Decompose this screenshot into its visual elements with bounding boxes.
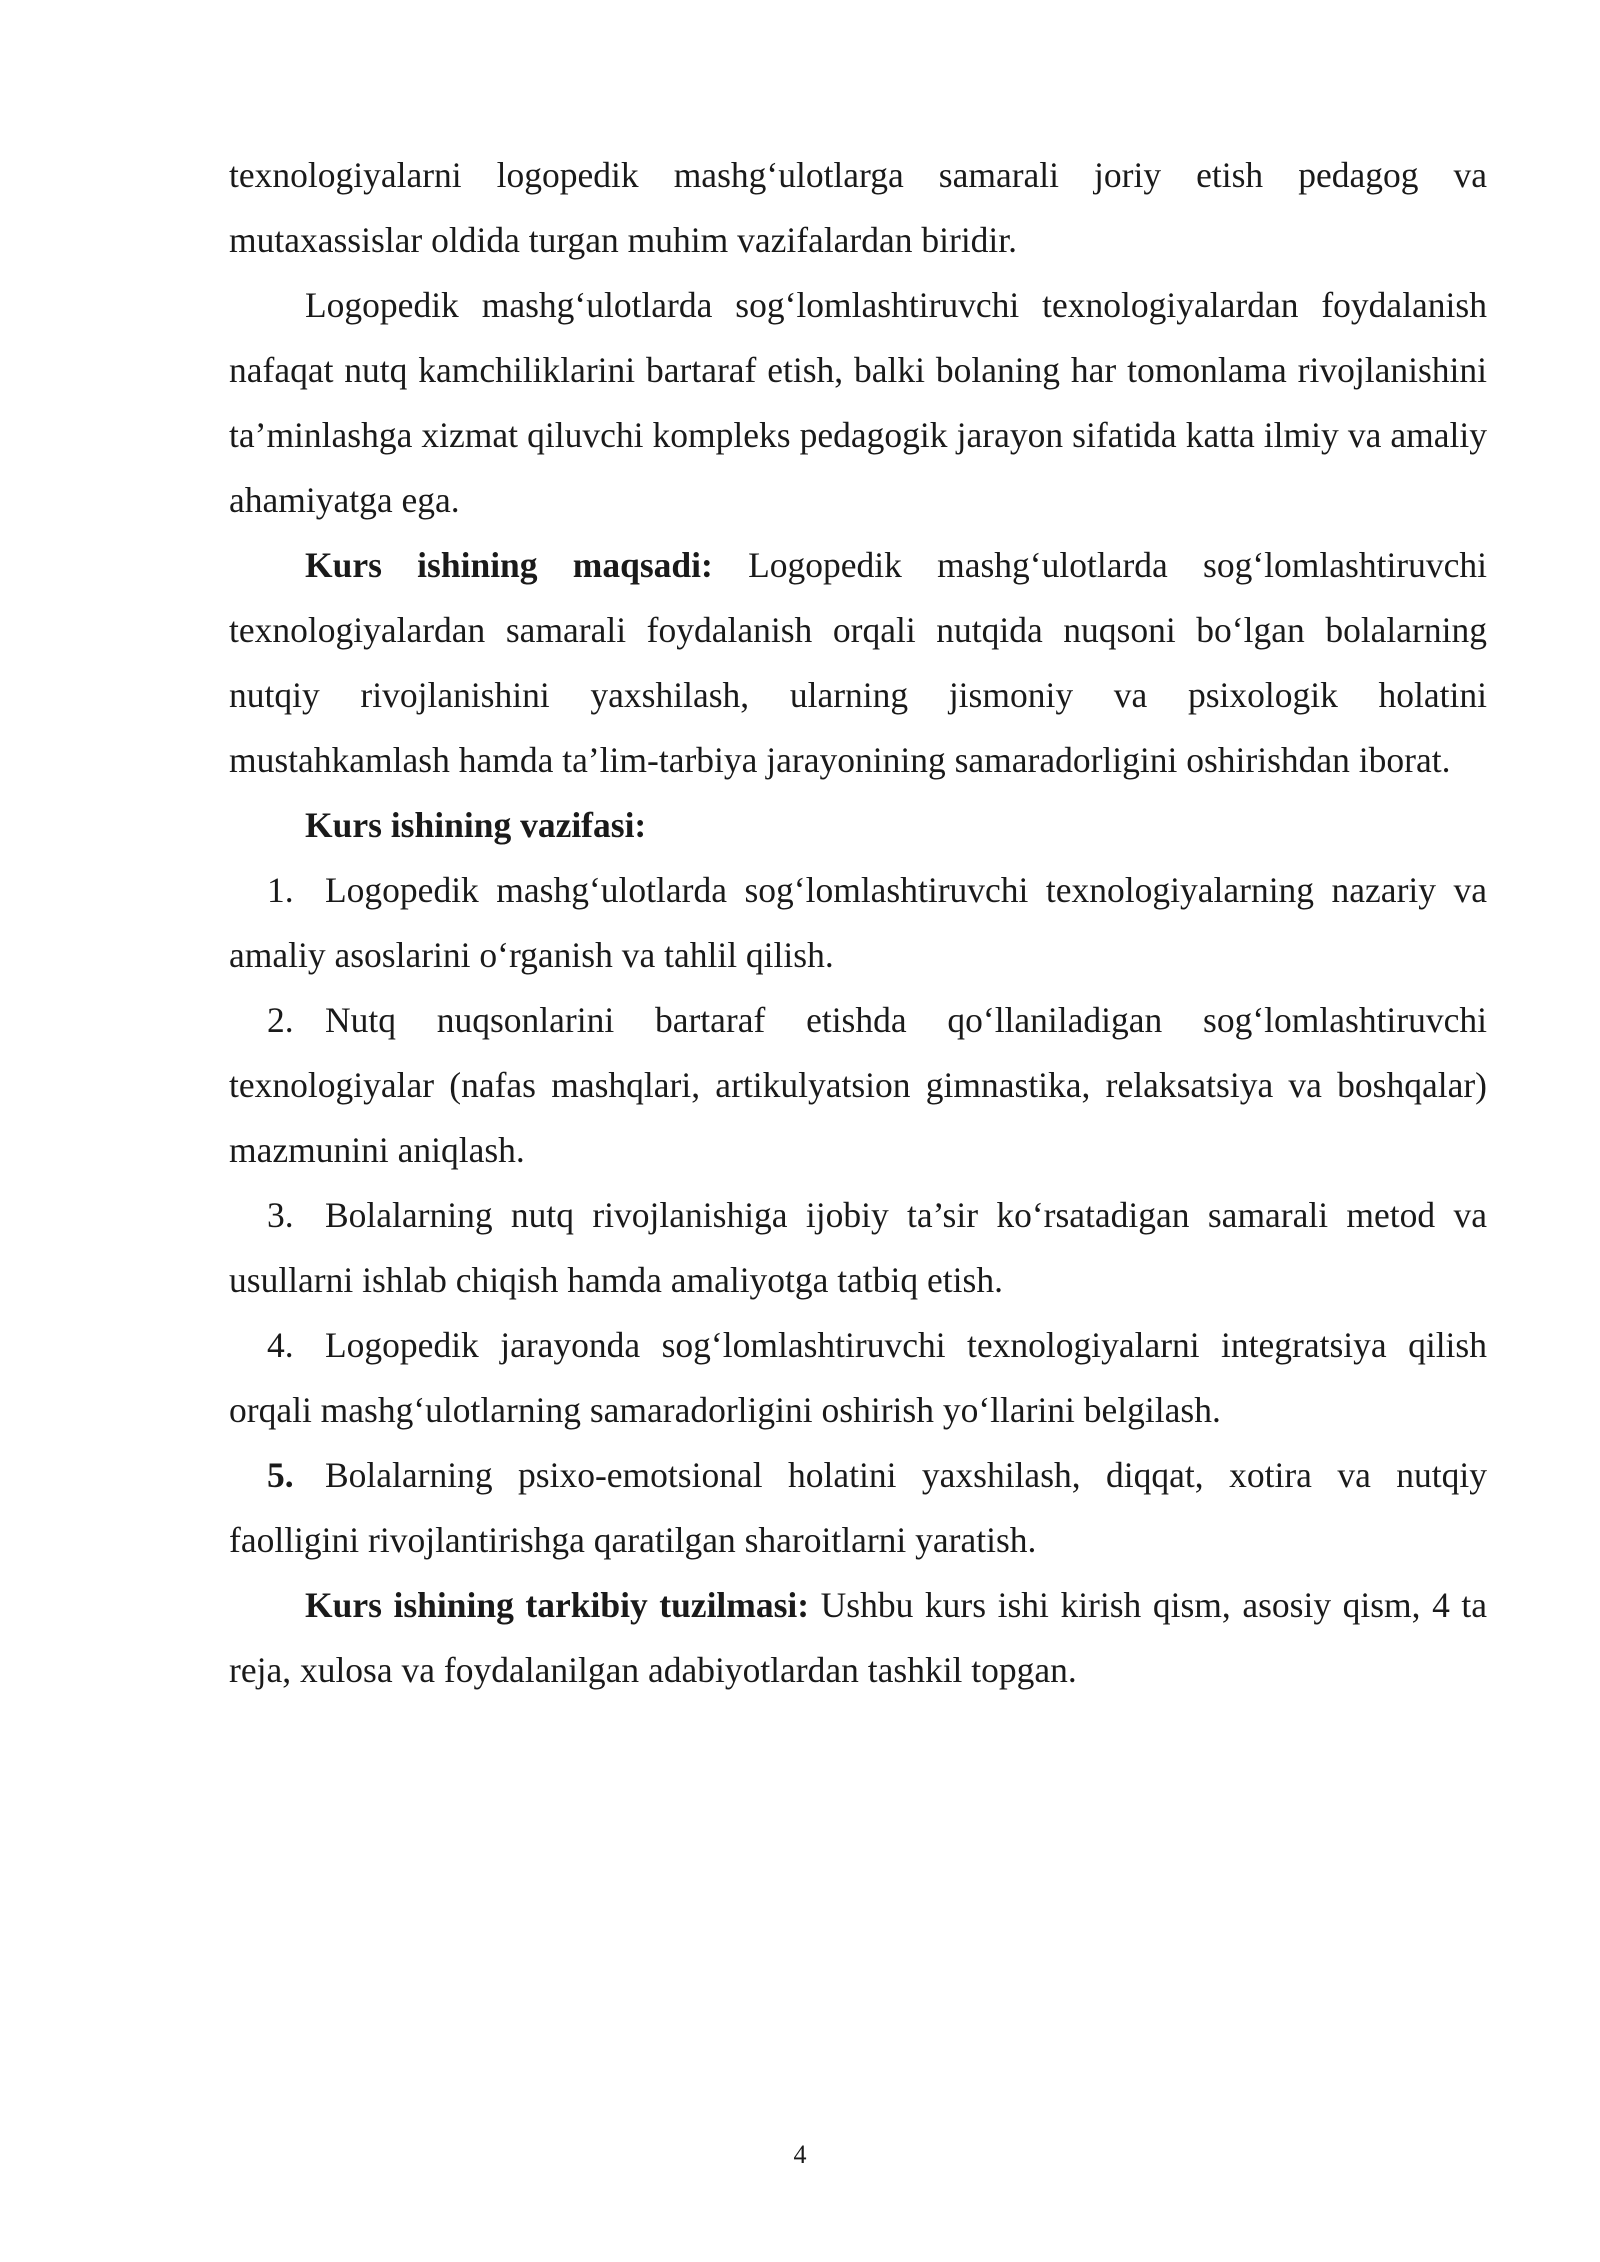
task-number: 4.	[267, 1325, 294, 1365]
task-number: 5.	[267, 1455, 294, 1495]
task-text: Bolalarning nutq rivojlanishiga ijobiy ta’sir ko‘rsatadigan samarali metod va usullarni ishlab chiqish hamda amaliyotga tatbiq etish.	[229, 1195, 1487, 1300]
task-number: 3.	[267, 1195, 294, 1235]
task-item-3	[229, 1183, 1487, 1313]
task-item-5	[229, 1443, 1487, 1573]
task-text: Logopedik mashg‘ulotlarda sog‘lomlashtiruvchi texnologiyalarning nazariy va amaliy asoslarini o‘rganish va tahlil qilish.	[229, 870, 1487, 975]
paragraph-technologies: Logopedik mashg‘ulotlarda sog‘lomlashtiruvchi texnologiyalardan foydalanish nafaqat nutq kamchiliklarini bartaraf etish, balki bolaning har tomonlama rivojlanishini ta’minlashga xizmat qiluvchi kompleks pedagogik jarayon sifatida katta ilmiy va amaliy ahamiyatga ega.	[229, 285, 1487, 520]
task-number: 1.	[267, 870, 294, 910]
goal-text: Logopedik mashg‘ulotlarda sog‘lomlashtiruvchi texnologiyalardan samarali foydalanish orqali nutqida nuqsoni bo‘lgan bolalarning nutqiy rivojlanishini yaxshilash, ularning jismoniy va psixologik holatini mustahkamlash hamda ta’lim-tarbiya jarayonining samaradorligini oshirishdan iborat.	[229, 545, 1487, 780]
task-item-4	[229, 1313, 1487, 1443]
task-text: Nutq nuqsonlarini bartaraf etishda qo‘llaniladigan sog‘lomlashtiruvchi texnologiyalar (nafas mashqlari, artikulyatsion gimnastika, relaksatsiya va boshqalar) mazmunini aniqlash.	[229, 1000, 1487, 1170]
task-item-1	[229, 858, 1487, 988]
structure-text: Ushbu kurs ishi kirish qism, asosiy qism, 4 ta reja, xulosa va foydalanilgan adabiyotlardan tashkil topgan.	[229, 1585, 1487, 1690]
task-number: 2.	[267, 1000, 294, 1040]
goal-label: Kurs ishining maqsadi:	[305, 545, 713, 585]
paragraph-structure	[229, 1573, 1487, 1703]
document-page	[229, 143, 1487, 1703]
page-number: 4	[793, 2140, 807, 2169]
tasks-heading: Kurs ishining vazifasi:	[305, 805, 647, 845]
paragraph-goal	[229, 533, 1487, 793]
task-text: Logopedik jarayonda sog‘lomlashtiruvchi texnologiyalarni integratsiya qilish orqali mashg‘ulotlarning samaradorligini oshirish yo‘llarini belgilash.	[229, 1325, 1487, 1430]
task-text: Bolalarning psixo-emotsional holatini yaxshilash, diqqat, xotira va nutqiy faolligini rivojlantirishga qaratilgan sharoitlarni yaratish.	[229, 1455, 1487, 1560]
task-item-2	[229, 988, 1487, 1183]
paragraph-intro-continuation: texnologiyalarni logopedik mashg‘ulotlarga samarali joriy etish pedagog va mutaxassislar oldida turgan muhim vazifalardan biridir.	[229, 155, 1487, 260]
structure-label: Kurs ishining tarkibiy tuzilmasi:	[305, 1585, 810, 1625]
